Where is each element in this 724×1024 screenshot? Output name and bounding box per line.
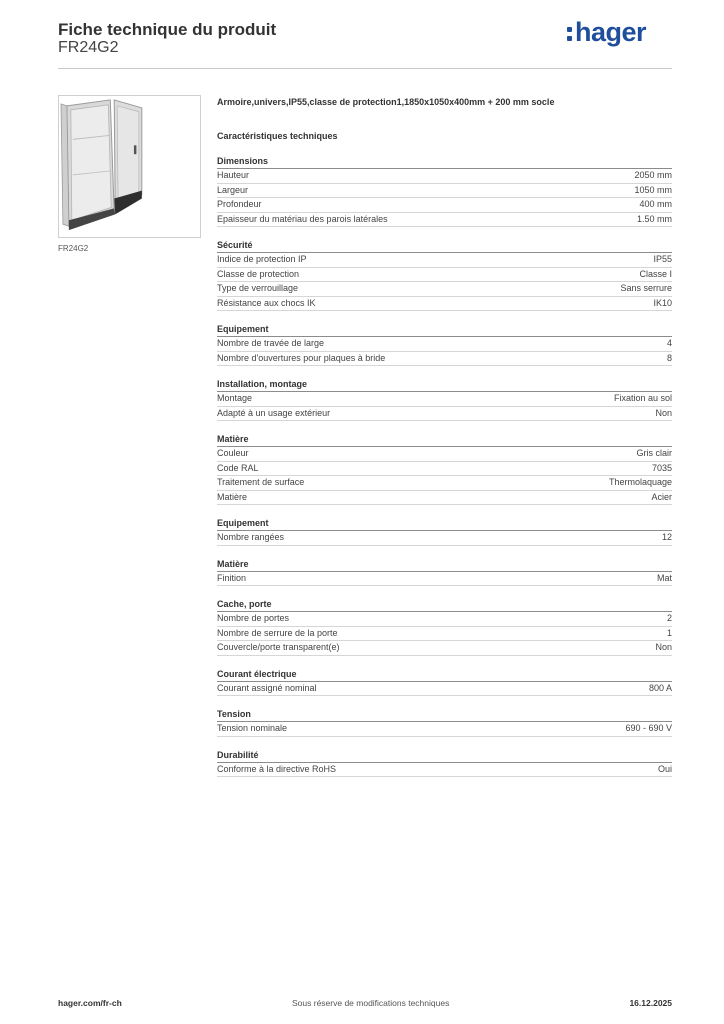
spec-label: Hauteur <box>217 170 250 180</box>
spec-row <box>217 722 672 737</box>
tech-heading: Caractéristiques techniques <box>217 131 338 141</box>
spec-row <box>217 392 672 407</box>
section-title: Durabilité <box>217 749 672 763</box>
spec-label: Matière <box>217 491 248 502</box>
footer-disclaimer: Sous réserve de modifications techniques <box>292 998 450 1008</box>
spec-label: Nombre d'ouvertures pour plaques à bride <box>217 352 386 363</box>
spec-value: 690 - 690 V <box>625 723 672 733</box>
spec-row <box>217 627 672 642</box>
logo-text: hager <box>575 16 647 47</box>
spec-label: Montage <box>217 393 253 403</box>
spec-row <box>217 268 672 283</box>
spec-label: Nombre de travée de large <box>217 338 325 348</box>
spec-label: Nombre de portes <box>217 613 290 623</box>
spec-label: Classe de protection <box>217 268 300 279</box>
spec-section <box>217 433 672 505</box>
spec-value: IK10 <box>653 297 672 308</box>
spec-row <box>217 337 672 352</box>
spec-section <box>217 517 672 546</box>
spec-row <box>217 641 672 656</box>
section-title: Installation, montage <box>217 378 672 392</box>
spec-row <box>217 612 672 627</box>
spec-row <box>217 253 672 268</box>
spec-value: Mat <box>656 572 672 583</box>
spec-value: Classe I <box>639 268 672 279</box>
spec-label: Traitement de surface <box>217 477 305 487</box>
spec-section <box>217 749 672 778</box>
spec-label: Code RAL <box>217 462 259 473</box>
spec-row <box>217 491 672 506</box>
spec-label: Epaisseur du matériau des parois latérales <box>217 213 388 224</box>
spec-label: Résistance aux chocs IK <box>217 297 316 308</box>
spec-value: Gris clair <box>636 448 672 458</box>
spec-row <box>217 352 672 367</box>
spec-section <box>217 558 672 587</box>
footer-website: hager.com/fr-ch <box>58 998 122 1008</box>
spec-section <box>217 239 672 311</box>
spec-content <box>217 95 672 777</box>
spec-label: Couleur <box>217 448 249 458</box>
spec-row <box>217 297 672 312</box>
spec-section <box>217 155 672 227</box>
spec-value: IP55 <box>653 254 672 264</box>
spec-label: Nombre rangées <box>217 532 285 542</box>
section-title: Sécurité <box>217 239 672 253</box>
spec-section <box>217 323 672 366</box>
spec-label: Tension nominale <box>217 723 288 733</box>
spec-value: 400 mm <box>639 199 672 209</box>
spec-value: 1.50 mm <box>636 213 672 224</box>
spec-section <box>217 708 672 737</box>
section-title: Equipement <box>217 323 672 337</box>
page-title: Fiche technique du produit <box>58 20 277 39</box>
section-title: Cache, porte <box>217 598 672 612</box>
spec-row <box>217 682 672 697</box>
spec-value: 800 A <box>648 682 672 693</box>
spec-value: 2050 mm <box>634 170 672 180</box>
section-title: Matière <box>217 558 672 572</box>
spec-value: 8 <box>666 352 672 363</box>
spec-value: Non <box>655 642 672 652</box>
header-divider <box>58 68 672 69</box>
spec-row <box>217 282 672 297</box>
spec-row <box>217 531 672 546</box>
footer-date: 16.12.2025 <box>629 998 672 1008</box>
spec-value: Oui <box>657 763 672 774</box>
spec-section <box>217 378 672 421</box>
spec-value: 7035 <box>651 462 672 473</box>
hager-logo <box>567 16 646 48</box>
spec-value: 1050 mm <box>634 184 672 195</box>
cabinet-image <box>58 95 201 238</box>
spec-label: Profondeur <box>217 199 262 209</box>
spec-value: 2 <box>666 613 672 623</box>
spec-value: Non <box>655 407 672 418</box>
spec-value: 12 <box>661 532 672 542</box>
spec-label: Finition <box>217 572 247 583</box>
product-description: Armoire,univers,IP55,classe de protection1,1850x1050x400mm + 200 mm socle <box>217 97 555 107</box>
spec-value: Thermolaquage <box>608 477 672 487</box>
spec-sections <box>217 155 672 777</box>
spec-row <box>217 476 672 491</box>
section-title: Equipement <box>217 517 672 531</box>
spec-label: Courant assigné nominal <box>217 682 317 693</box>
spec-value: Fixation au sol <box>613 393 672 403</box>
spec-label: Couvercle/porte transparent(e) <box>217 642 340 652</box>
section-title: Courant électrique <box>217 668 672 682</box>
spec-label: Indice de protection IP <box>217 254 307 264</box>
section-title: Dimensions <box>217 155 672 169</box>
image-caption: FR24G2 <box>58 244 89 253</box>
spec-value: Sans serrure <box>620 283 672 293</box>
spec-row <box>217 213 672 228</box>
spec-row <box>217 184 672 199</box>
spec-value: 4 <box>666 338 672 348</box>
logo-dots-icon <box>567 27 572 41</box>
spec-label: Nombre de serrure de la porte <box>217 627 338 638</box>
product-reference: FR24G2 <box>58 39 119 56</box>
spec-row <box>217 763 672 778</box>
spec-section <box>217 668 672 697</box>
section-title: Tension <box>217 708 672 722</box>
spec-row <box>217 407 672 422</box>
spec-row <box>217 572 672 587</box>
spec-label: Conforme à la directive RoHS <box>217 763 337 774</box>
spec-row <box>217 198 672 213</box>
spec-row <box>217 169 672 184</box>
section-title: Matière <box>217 433 672 447</box>
spec-section <box>217 598 672 656</box>
spec-row <box>217 462 672 477</box>
spec-label: Adapté à un usage extérieur <box>217 407 331 418</box>
spec-row <box>217 447 672 462</box>
spec-label: Largeur <box>217 184 249 195</box>
spec-label: Type de verrouillage <box>217 283 299 293</box>
spec-value: Acier <box>651 491 672 502</box>
spec-value: 1 <box>666 627 672 638</box>
